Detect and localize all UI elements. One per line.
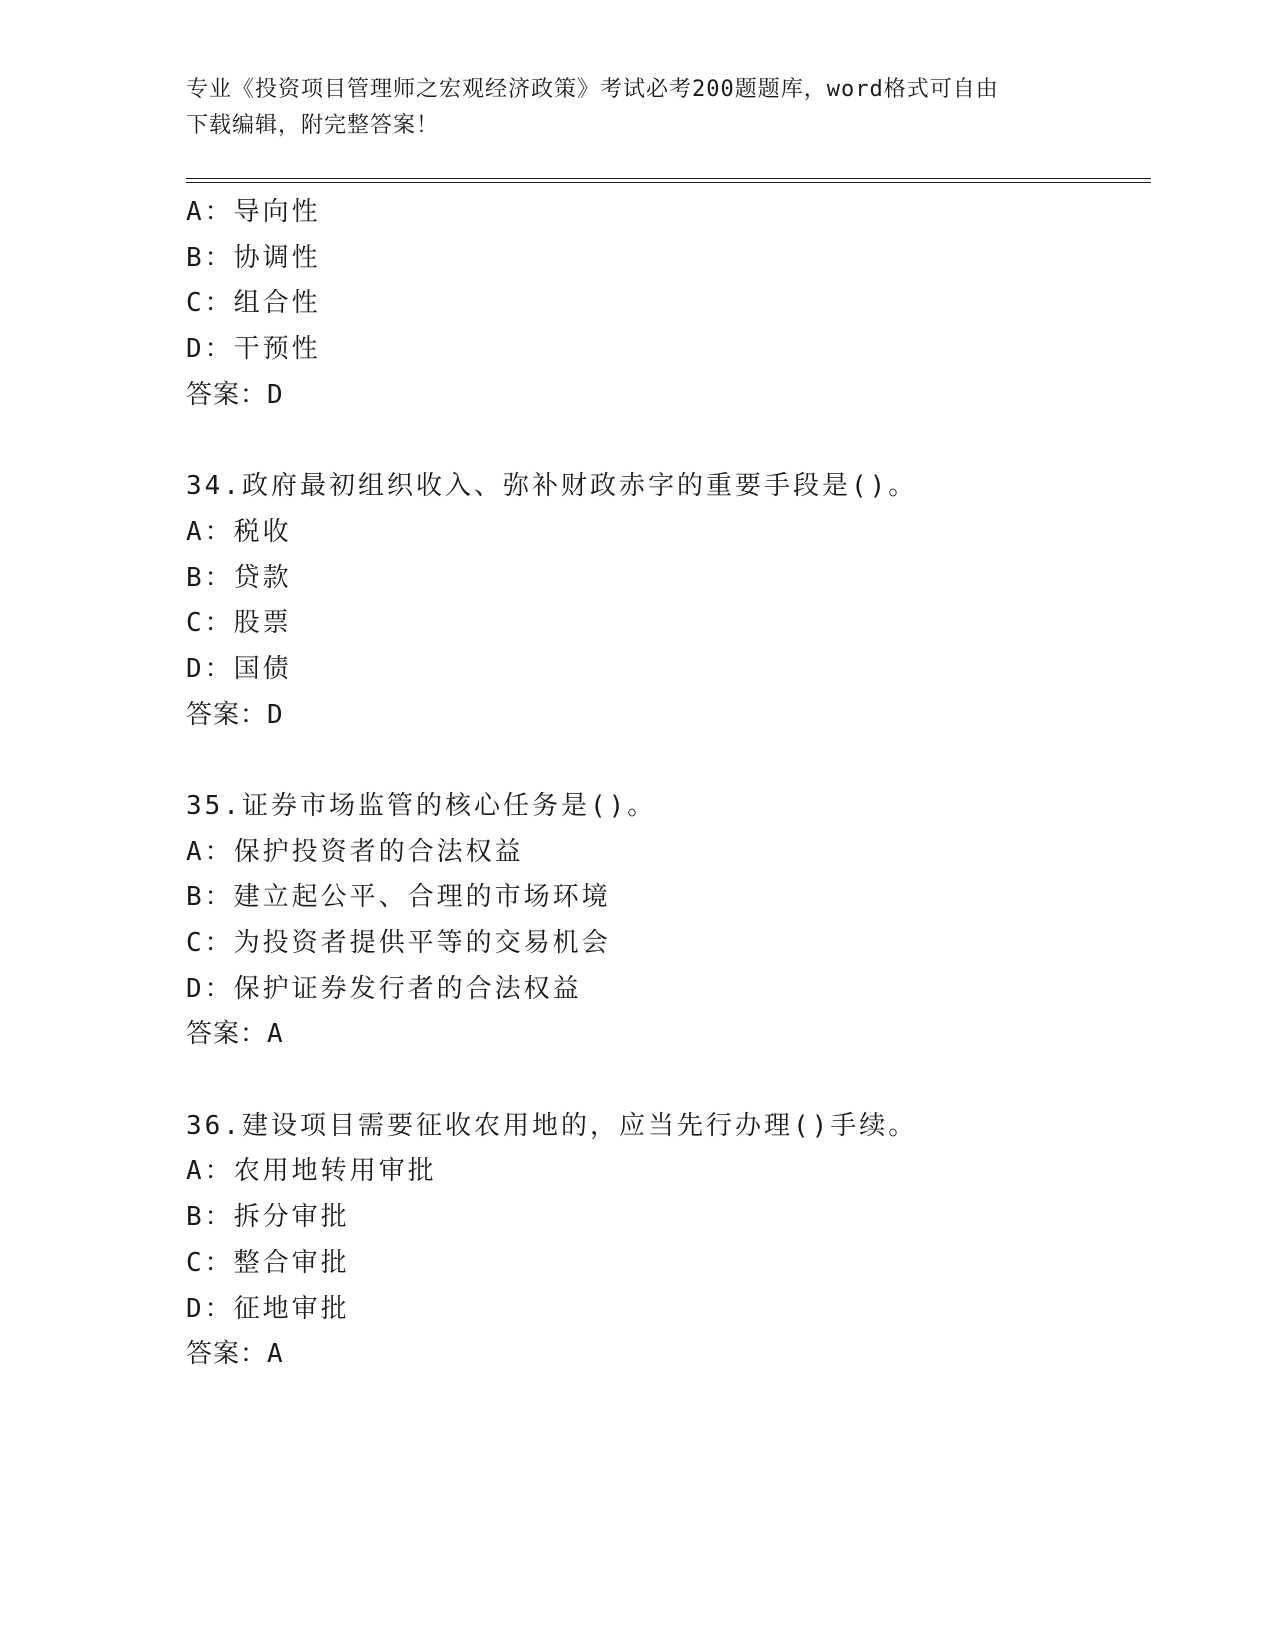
- answer-line: [186, 373, 1146, 419]
- spacer: [186, 418, 1146, 464]
- answer-label: 答案：: [186, 1339, 268, 1370]
- question-text: 35.证券市场监管的核心任务是()。: [186, 790, 657, 821]
- answer-label: 答案：: [186, 699, 268, 730]
- option-a: A：税收: [186, 516, 292, 547]
- question-36: [186, 1104, 1146, 1378]
- option-c: C：整合审批: [186, 1247, 350, 1278]
- question-33: [186, 190, 1146, 418]
- option-a: A：保护投资者的合法权益: [186, 836, 524, 867]
- option-d: D：保护证券发行者的合法权益: [186, 973, 582, 1004]
- answer-line: [186, 1012, 1146, 1058]
- spacer: [186, 1058, 1146, 1104]
- question-34: [186, 464, 1146, 738]
- header-divider-bottom: [186, 182, 1151, 183]
- document-header: [186, 72, 1086, 144]
- answer-label: 答案：: [186, 1019, 268, 1050]
- option-c: C：组合性: [186, 288, 321, 319]
- answer-label: 答案：: [186, 379, 268, 410]
- option-d: D：征地审批: [186, 1293, 350, 1324]
- answer-value: A: [267, 1339, 284, 1370]
- option-b: B：贷款: [186, 562, 292, 593]
- spacer: [186, 738, 1146, 784]
- header-divider-top: [186, 178, 1151, 179]
- question-text: 34.政府最初组织收入、弥补财政赤字的重要手段是()。: [186, 471, 918, 502]
- option-b: B：协调性: [186, 242, 321, 273]
- question-list: [186, 190, 1146, 1378]
- header-line-2: 下载编辑，附完整答案！: [186, 113, 440, 138]
- option-c: C：股票: [186, 608, 292, 639]
- answer-value: A: [267, 1019, 284, 1050]
- answer-value: D: [267, 699, 284, 730]
- option-b: B：建立起公平、合理的市场环境: [186, 882, 611, 913]
- header-line-1: 专业《投资项目管理师之宏观经济政策》考试必考200题题库，word格式可自由: [186, 77, 999, 102]
- option-d: D：国债: [186, 653, 292, 684]
- option-d: D：干预性: [186, 334, 321, 365]
- option-a: A：农用地转用审批: [186, 1156, 437, 1187]
- question-text: 36.建设项目需要征收农用地的，应当先行办理()手续。: [186, 1110, 918, 1141]
- answer-value: D: [267, 379, 284, 410]
- answer-line: [186, 1332, 1146, 1378]
- answer-line: [186, 693, 1146, 739]
- option-c: C：为投资者提供平等的交易机会: [186, 928, 611, 958]
- question-35: [186, 784, 1146, 1058]
- option-a: A：导向性: [186, 197, 321, 227]
- option-b: B：拆分审批: [186, 1202, 350, 1233]
